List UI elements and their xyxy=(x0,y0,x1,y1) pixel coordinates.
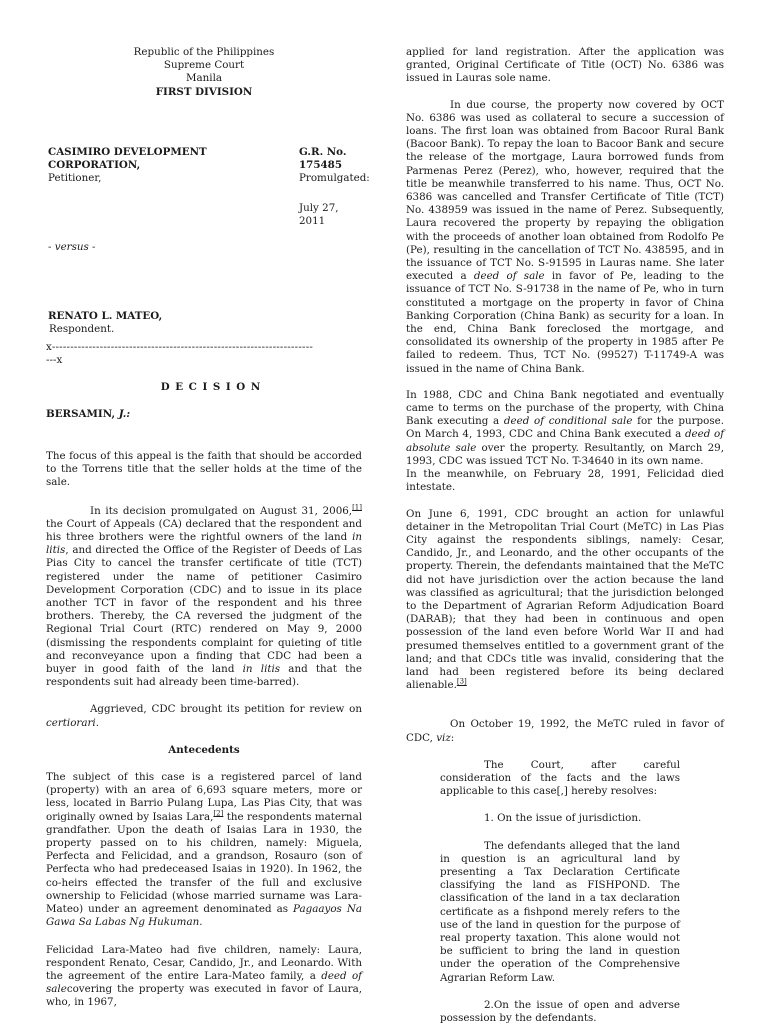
left-body xyxy=(46,450,362,1010)
petitioner-name: CASIMIRO DEVELOPMENT xyxy=(48,146,207,158)
paragraph-ca-decision: In its decision promulgated on August 31, 2006,[1] the Court of Appeals (CA) declared that the respondent and his three brothers were the rightful owners of the land in litis, and directed the Office of the Register of Deeds of Las Pias City to cancel the transfer certificate of title (TCT) registered under the name of petitioner Casimiro Development Corporation (CDC) and to issue in its place another TCT in favor of the respondent and his three brothers. Thereby, the CA reversed the judgment of the Regional Trial Court (RTC) rendered on May 9, 2000 (dismissing the respondents complaint for quieting of title and reconveyance upon a finding that CDC had been a buyer in good faith of the land in litis and that the respondents suit had already been time-barred). xyxy=(46,503,363,689)
antecedents-heading: Antecedents xyxy=(168,743,240,756)
header-republic: Republic of the Philippines xyxy=(133,46,275,58)
respondent-name: RENATO L. MATEO, xyxy=(48,310,163,322)
paragraph-metc-ruling: On October 19, 1992, the MeTC ruled in favor of CDC, viz: xyxy=(406,718,724,744)
promulgated-label: Promulgated: xyxy=(299,172,370,184)
promulgation-date: July 27, 2011 xyxy=(299,202,339,228)
paragraph-children: Felicidad Lara-Mateo had five children, namely: Laura, respondent Renato, Cesar, Candido, Jr., and Leonardo. With the agreement of the entire Lara-Mateo family, a deed of salecovering the property was executed in favor of Laura, who, in 1967, xyxy=(46,943,362,1009)
ponente: BERSAMIN, J.: xyxy=(46,408,131,420)
footnote-ref-3[interactable]: [3] xyxy=(456,677,467,686)
intro-paragraph: The focus of this appeal is the faith that should be accorded to the Torrens title that the seller holds at the time of the sale. xyxy=(46,450,362,489)
quote-possession-heading: 2.On the issue of open and adverse possession by the defendants. xyxy=(440,998,680,1024)
quote-agricultural-land: The defendants alleged that the land in question is an agricultural land by presenting a Tax Declaration Certificate classifying the land as FISHPOND. The classification of the land in a tax declaration certificate as a fishpond merely refers to the use of the land in question for the purpose of real property taxation. This alone would not be sufficient to bring the land in question under the operation of the Comprehensive Agrarian Reform Law. xyxy=(440,839,680,984)
paragraph-felicidad-death: In the meanwhile, on February 28, 1991, Felicidad died intestate. xyxy=(406,468,724,494)
case-caption xyxy=(46,146,370,185)
paragraph-cdc-purchase: In 1988, CDC and China Bank negotiated and eventually came to terms on the purchase of the property, with China Bank executing a deed of conditional sale for the purpose. On March 4, 1993, CDC and China Bank executed a deed of absolute sale over the property. Resultantly, on March 29, 1993, CDC was issued TCT No. T-34640 in its own name. xyxy=(406,388,725,467)
paragraph-aggrieved: Aggrieved, CDC brought its petition for review on certiorari. xyxy=(46,703,362,729)
quote-jurisdiction-heading: 1. On the issue of jurisdiction. xyxy=(484,812,642,825)
gr-number: G.R. No. 175485 xyxy=(299,146,347,172)
petitioner-name-2: CORPORATION, xyxy=(48,159,141,171)
header-court: Supreme Court xyxy=(163,59,245,72)
court-header xyxy=(46,46,362,99)
separator-line-end: ---x xyxy=(46,354,63,366)
paragraph-unlawful-detainer: On June 6, 1991, CDC brought an action for unlawful detainer in the Metropolitan Trial Court (MeTC) in Las Pias City against the respondents siblings, namely: Cesar, Candido, Jr., and Leonardo, and the other occupants of the property. Therein, the defendants maintained that the MeTC did not have jurisdiction over the action because the land was classified as agricultural; that the jurisdiction belonged to the Department of Agrarian Reform Adjudication Board (DARAB); that they had been in continuous and open possession of the land even before World War II and had presumed themselves entitled to a government grant of the land; and that CDCs title was invalid, considering that the land had been registered before its being declared alienable.[3] xyxy=(406,507,724,692)
versus-label: - versus - xyxy=(48,241,96,253)
petitioner-role: Petitioner, xyxy=(48,172,102,184)
footnote-ref-1[interactable]: [1] xyxy=(352,503,362,512)
decision-title: D E C I S I O N xyxy=(160,381,262,393)
right-body xyxy=(406,46,724,1025)
separator-line: x----------------------------------------------------------------------- xyxy=(46,341,314,353)
paragraph-subject: The subject of this case is a registered parcel of land (property) with an area of 6,693 square meters, more or less, located in Barrio Pulang Lupa, Las Pias City, that was originally owned by Isaias Lara,[2] the respondents maternal grandfather. Upon the death of Isaias Lara in 1930, the property passed on to his children, namely: Miguela, Perfecta and Felicidad, and a grandson, Rosauro (son of Perfecta who had predeceased Isaias in 1920). In 1962, the co-heirs effected the transfer of the full and exclusive ownership to Felicidad (whose married surname was Lara-Mateo) under an agreement denominated as Pagaayos Na Gawa Sa Labas Ng Hukuman. xyxy=(46,771,363,929)
paragraph-registration: applied for land registration. After the application was granted, Original Certificate of Title (OCT) No. 6386 was issued in Lauras sole name. xyxy=(406,46,724,85)
respondent-role: Respondent. xyxy=(49,323,115,335)
paragraph-loans: In due course, the property now covered by OCT No. 6386 was used as collateral to secure a succession of loans. The first loan was obtained from Bacoor Rural Bank (Bacoor Bank). To repay the loan to Bacoor Bank and secure the release of the mortgage, Laura borrowed funds from Parmenas Perez (Perez), who, however, required that the title be meanwhile transferred to his name. Thus, OCT No. 6386 was cancelled and Transfer Certificate of Title (TCT) No. 438959 was issued in the name of Perez. Subsequently, Laura recovered the property by repaying the obligation with the proceeds of another loan obtained from Rodolfo Pe (Pe), resulting in the cancellation of TCT No. 438595, and in the issuance of TCT No. S-91595 in Lauras name. She later executed a deed of sale in favor of Pe, leading to the issuance of TCT No. S-91738 in the name of Pe, who in turn constituted a mortgage on the property in favor of China Banking Corporation (China Bank) as security for a loan. In the end, China Bank foreclosed the mortgage, and consolidated its ownership of the property in 1985 after Pe failed to redeem. Thus, TCT No. (99527) T-11749-A was issued in the name of China Bank. xyxy=(406,98,724,375)
quote-court-resolves: The Court, after careful consideration of the facts and the laws applicable to this case[,] hereby resolves: xyxy=(440,758,680,798)
header-division: FIRST DIVISION xyxy=(155,85,253,98)
footnote-ref-2[interactable]: [2] xyxy=(213,809,224,818)
header-city: Manila xyxy=(185,72,223,85)
